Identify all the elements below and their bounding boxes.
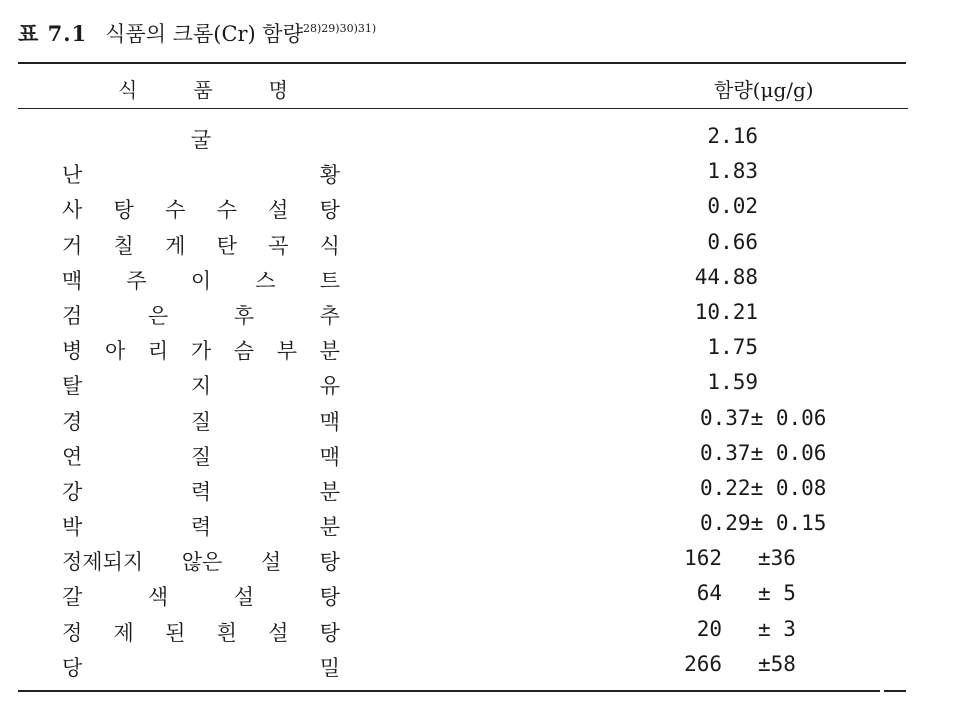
- food-name-part: 추: [319, 303, 340, 328]
- food-name-part: 슴: [233, 339, 255, 364]
- amount-mean: 0.22±: [700, 475, 764, 500]
- table-row: [0, 437, 958, 472]
- food-name: [62, 617, 340, 647]
- food-name-part: 정제되지: [62, 550, 144, 575]
- table-row: [0, 402, 958, 437]
- food-name-part: 트: [319, 268, 340, 293]
- header-char: 품: [193, 78, 213, 102]
- food-name-part: 탕: [319, 550, 340, 575]
- food-name-part: 탈: [62, 374, 83, 399]
- food-name-part: 칠: [113, 233, 134, 258]
- header-char: 식: [118, 78, 138, 102]
- table-caption: [18, 18, 376, 48]
- food-name: [62, 546, 340, 576]
- reference-markers: 28)29)30)31): [303, 22, 377, 35]
- top-rule: [18, 62, 906, 64]
- food-name: [62, 406, 340, 436]
- food-name-part: 분: [319, 515, 340, 540]
- food-name-part: 설: [268, 620, 289, 645]
- food-name-part: 연: [62, 444, 83, 469]
- table-title: 식품의 크롬(Cr) 함량: [105, 22, 303, 46]
- food-name-part: 설: [260, 550, 282, 575]
- food-name-part: 정: [62, 620, 83, 645]
- food-name-part: 굴: [190, 128, 212, 152]
- amount-value: [700, 406, 826, 430]
- food-name-part: 리: [147, 339, 169, 364]
- amount-value: 10.21: [694, 299, 758, 324]
- header-rule: [18, 108, 908, 109]
- table-row: [0, 296, 958, 331]
- food-name-part: 스: [255, 268, 276, 293]
- amount-value: 1.75: [707, 335, 758, 360]
- food-name-part: 력: [190, 479, 212, 504]
- food-name-part: 탄: [216, 233, 237, 258]
- food-name-part: 검: [62, 303, 83, 328]
- food-name-part: 박: [62, 515, 83, 540]
- food-name-part: 탕: [319, 620, 340, 645]
- bottom-rule: [18, 690, 880, 692]
- amount-value: 0.02: [707, 194, 758, 219]
- amount-value: [700, 476, 826, 500]
- food-name-part: 유: [319, 374, 340, 399]
- food-name-part: 밀: [319, 655, 340, 680]
- amount-mean: 0.37±: [700, 405, 764, 430]
- amount-sd: ± 5: [758, 581, 796, 606]
- food-name: [62, 124, 340, 154]
- amount-sd: 0.06: [775, 405, 827, 430]
- food-name-part: 강: [62, 479, 83, 504]
- table-row: [0, 613, 958, 648]
- food-name-part: 맥: [62, 268, 83, 293]
- food-name-part: 곡: [268, 233, 289, 258]
- food-name: [62, 159, 340, 189]
- amount-value: 44.88: [694, 264, 758, 289]
- table-row: [0, 226, 958, 261]
- table-row: [0, 190, 958, 225]
- food-name: [62, 581, 340, 611]
- food-name-part: 사: [62, 198, 83, 223]
- food-name-part: 거: [62, 233, 83, 258]
- amount-value: 20: [696, 616, 722, 641]
- food-name-part: 탕: [113, 198, 134, 223]
- table-row: [0, 261, 958, 296]
- table-row: [0, 120, 958, 155]
- table-row: [0, 577, 958, 612]
- table-row: [0, 507, 958, 542]
- table-row: [0, 472, 958, 507]
- food-name: [62, 511, 340, 541]
- amount-value: [700, 511, 826, 535]
- food-name: [62, 370, 340, 400]
- food-name: [62, 476, 340, 506]
- food-name-part: 탕: [319, 585, 340, 610]
- food-name-part: 설: [268, 198, 289, 223]
- column-header-amount: 함량(μg/g): [714, 78, 814, 102]
- food-name-part: 수: [165, 198, 186, 223]
- food-name-part: 질: [190, 409, 212, 434]
- food-name-part: 가: [190, 339, 212, 364]
- food-name-part: 제: [113, 620, 134, 645]
- table-row: [0, 331, 958, 366]
- food-name-part: 후: [233, 303, 255, 328]
- amount-value: [700, 441, 826, 465]
- amount-sd: ± 3: [758, 616, 796, 641]
- food-name-part: 당: [62, 655, 83, 680]
- food-name: [62, 194, 340, 224]
- food-name-part: 식: [319, 233, 340, 258]
- table-number: 표 7.1: [18, 21, 88, 46]
- food-name-part: 색: [147, 585, 169, 610]
- amount-value: 266: [684, 651, 722, 676]
- amount-value: 162: [684, 546, 722, 571]
- amount-sd: 0.15: [775, 511, 827, 536]
- food-name: [62, 335, 340, 365]
- column-header-food-name: [118, 74, 288, 103]
- amount-mean: 0.29±: [700, 511, 764, 536]
- amount-value: 2.16: [707, 124, 758, 148]
- food-name-part: 갈: [62, 585, 83, 610]
- table-row: [0, 648, 958, 683]
- food-name-part: 병: [62, 339, 83, 364]
- bottom-rule-tail: [884, 690, 906, 692]
- food-name-part: 게: [165, 233, 186, 258]
- food-name-part: 지: [190, 374, 212, 399]
- amount-value: 1.83: [707, 159, 758, 184]
- food-name-part: 이: [190, 268, 212, 293]
- food-name-part: 수: [216, 198, 237, 223]
- food-name-part: 난: [62, 163, 83, 188]
- food-name-part: 질: [190, 444, 212, 469]
- food-name-part: 분: [319, 339, 340, 364]
- food-name-part: 주: [126, 268, 147, 293]
- food-name: [62, 300, 340, 330]
- amount-value: 64: [696, 581, 722, 606]
- food-name-part: 황: [319, 163, 340, 188]
- food-name: [62, 230, 340, 260]
- food-name-part: 흰: [216, 620, 237, 645]
- amount-value: 1.59: [707, 370, 758, 395]
- amount-sd: ±36: [758, 546, 796, 571]
- table-row: [0, 366, 958, 401]
- food-name-part: 은: [147, 303, 169, 328]
- food-name-part: 탕: [319, 198, 340, 223]
- food-name-part: 설: [233, 585, 255, 610]
- header-char: 명: [268, 78, 288, 102]
- food-name-part: 된: [165, 620, 186, 645]
- food-name-part: 부: [276, 339, 297, 364]
- amount-value: 0.66: [707, 229, 758, 254]
- amount-sd: 0.08: [775, 475, 827, 500]
- food-name-part: 력: [190, 515, 212, 540]
- amount-sd: 0.06: [775, 440, 827, 465]
- food-name: [62, 652, 340, 682]
- food-name-part: 맥: [319, 444, 340, 469]
- food-name-part: 분: [319, 479, 340, 504]
- table-row: [0, 542, 958, 577]
- food-name-part: 경: [62, 409, 83, 434]
- food-name-part: 아: [104, 339, 126, 364]
- food-name-part: 않은: [181, 550, 223, 575]
- table-row: [0, 155, 958, 190]
- food-name-part: 맥: [319, 409, 340, 434]
- table-body: [0, 120, 958, 683]
- amount-mean: 0.37±: [700, 440, 764, 465]
- amount-sd: ±58: [758, 651, 796, 676]
- food-name: [62, 265, 340, 295]
- food-name: [62, 441, 340, 471]
